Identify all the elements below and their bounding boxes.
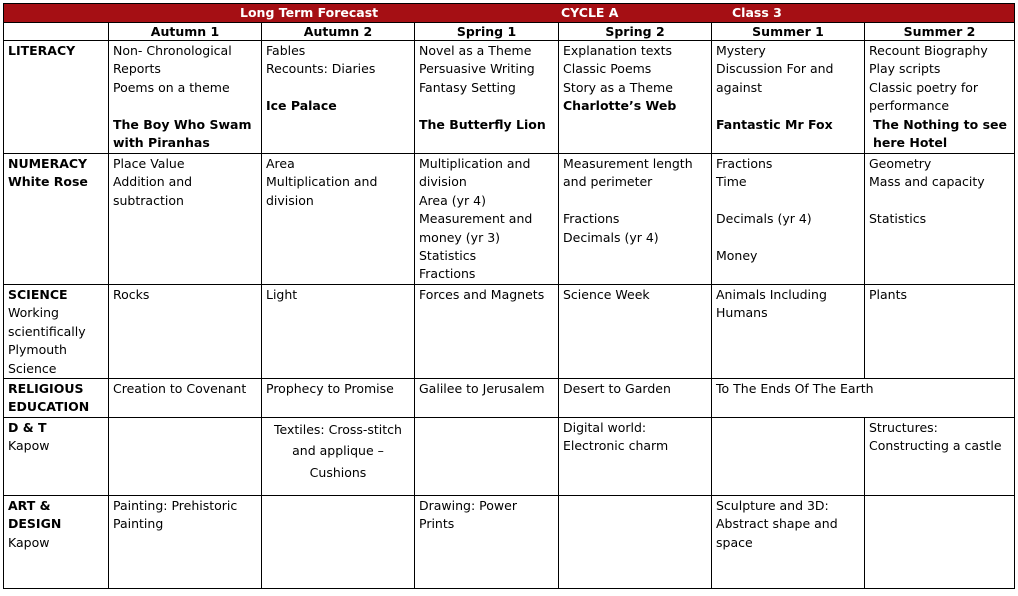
subject-literacy: LITERACY	[4, 41, 109, 154]
book-title: Fantastic Mr Fox	[716, 116, 833, 132]
re-autumn2: Prophecy to Promise	[262, 379, 415, 418]
science-summer1: Animals Including Humans	[712, 285, 865, 379]
long-term-forecast	[3, 3, 1014, 589]
science-spring1: Forces and Magnets	[415, 285, 559, 379]
numeracy-autumn2: Area Multiplication and division	[262, 154, 415, 285]
re-spring1: Galilee to Jerusalem	[415, 379, 559, 418]
book-title: Ice Palace	[266, 98, 337, 114]
dt-autumn2: Textiles: Cross-stitch and applique – Cushions	[262, 417, 415, 495]
title-row	[4, 4, 1015, 23]
science-summer2: Plants	[865, 285, 1015, 379]
subject-science: SCIENCE Working scientifically Plymouth Science	[4, 285, 109, 379]
book-title: Charlotte’s Web	[563, 98, 677, 114]
subject-numeracy: NUMERACY White Rose	[4, 154, 109, 285]
term-header: Autumn 2	[262, 23, 415, 41]
subject-art: ART & DESIGN Kapow	[4, 495, 109, 588]
numeracy-summer1: Fractions Time Decimals (yr 4) Money	[712, 154, 865, 285]
numeracy-summer2: Geometry Mass and capacity Statistics	[865, 154, 1015, 285]
re-spring2: Desert to Garden	[559, 379, 712, 418]
dt-spring1	[415, 417, 559, 495]
dt-summer1	[712, 417, 865, 495]
subject-dt: D & T Kapow	[4, 417, 109, 495]
numeracy-autumn1: Place Value Addition and subtraction	[109, 154, 262, 285]
numeracy-spring2: Measurement length and perimeter Fractions Decimals (yr 4)	[559, 154, 712, 285]
literacy-row	[4, 41, 1015, 154]
re-autumn1: Creation to Covenant	[109, 379, 262, 418]
class-label: Class 3	[732, 5, 782, 20]
literacy-spring1: Novel as a Theme Persuasive Writing Fantasy Setting The Butterfly Lion	[415, 41, 559, 154]
art-row	[4, 495, 1015, 588]
art-autumn1: Painting: Prehistoric Painting	[109, 495, 262, 588]
science-autumn2: Light	[262, 285, 415, 379]
dt-autumn1	[109, 417, 262, 495]
term-header: Summer 1	[712, 23, 865, 41]
science-row	[4, 285, 1015, 379]
dt-summer2: Structures: Constructing a castle	[865, 417, 1015, 495]
forecast-table	[3, 3, 1015, 589]
header-corner	[4, 23, 109, 41]
book-title: The Butterfly Lion	[419, 116, 546, 132]
book-title: The Boy Who Swam with Piranhas	[113, 116, 252, 151]
forecast-title: Long Term Forecast	[240, 5, 379, 20]
science-spring2: Science Week	[559, 285, 712, 379]
literacy-spring2: Explanation texts Classic Poems Story as a Theme Charlotte’s Web	[559, 41, 712, 154]
term-header: Summer 2	[865, 23, 1015, 41]
term-header-row	[4, 23, 1015, 41]
re-summer: To The Ends Of The Earth	[712, 379, 1015, 418]
term-header: Spring 2	[559, 23, 712, 41]
art-summer1: Sculpture and 3D: Abstract shape and space	[712, 495, 865, 588]
term-header: Autumn 1	[109, 23, 262, 41]
literacy-summer1: Mystery Discussion For and against Fantastic Mr Fox	[712, 41, 865, 154]
art-summer2	[865, 495, 1015, 588]
cycle-label: CYCLE A	[561, 5, 619, 20]
numeracy-spring1: Multiplication and division Area (yr 4) Measurement and money (yr 3) Statistics Fractions	[415, 154, 559, 285]
literacy-summer2: Recount Biography Play scripts Classic poetry for performance The Nothing to see here Hotel	[865, 41, 1015, 154]
book-title: The Nothing to see here Hotel	[873, 116, 1007, 151]
science-autumn1: Rocks	[109, 285, 262, 379]
dt-spring2: Digital world: Electronic charm	[559, 417, 712, 495]
re-row	[4, 379, 1015, 418]
title-bar	[4, 4, 1015, 23]
dt-row	[4, 417, 1015, 495]
term-header: Spring 1	[415, 23, 559, 41]
literacy-autumn1: Non- Chronological Reports Poems on a theme The Boy Who Swam with Piranhas	[109, 41, 262, 154]
literacy-autumn2: Fables Recounts: Diaries Ice Palace	[262, 41, 415, 154]
art-spring1: Drawing: Power Prints	[415, 495, 559, 588]
numeracy-row	[4, 154, 1015, 285]
art-spring2	[559, 495, 712, 588]
subject-re: RELIGIOUS EDUCATION	[4, 379, 109, 418]
art-autumn2	[262, 495, 415, 588]
